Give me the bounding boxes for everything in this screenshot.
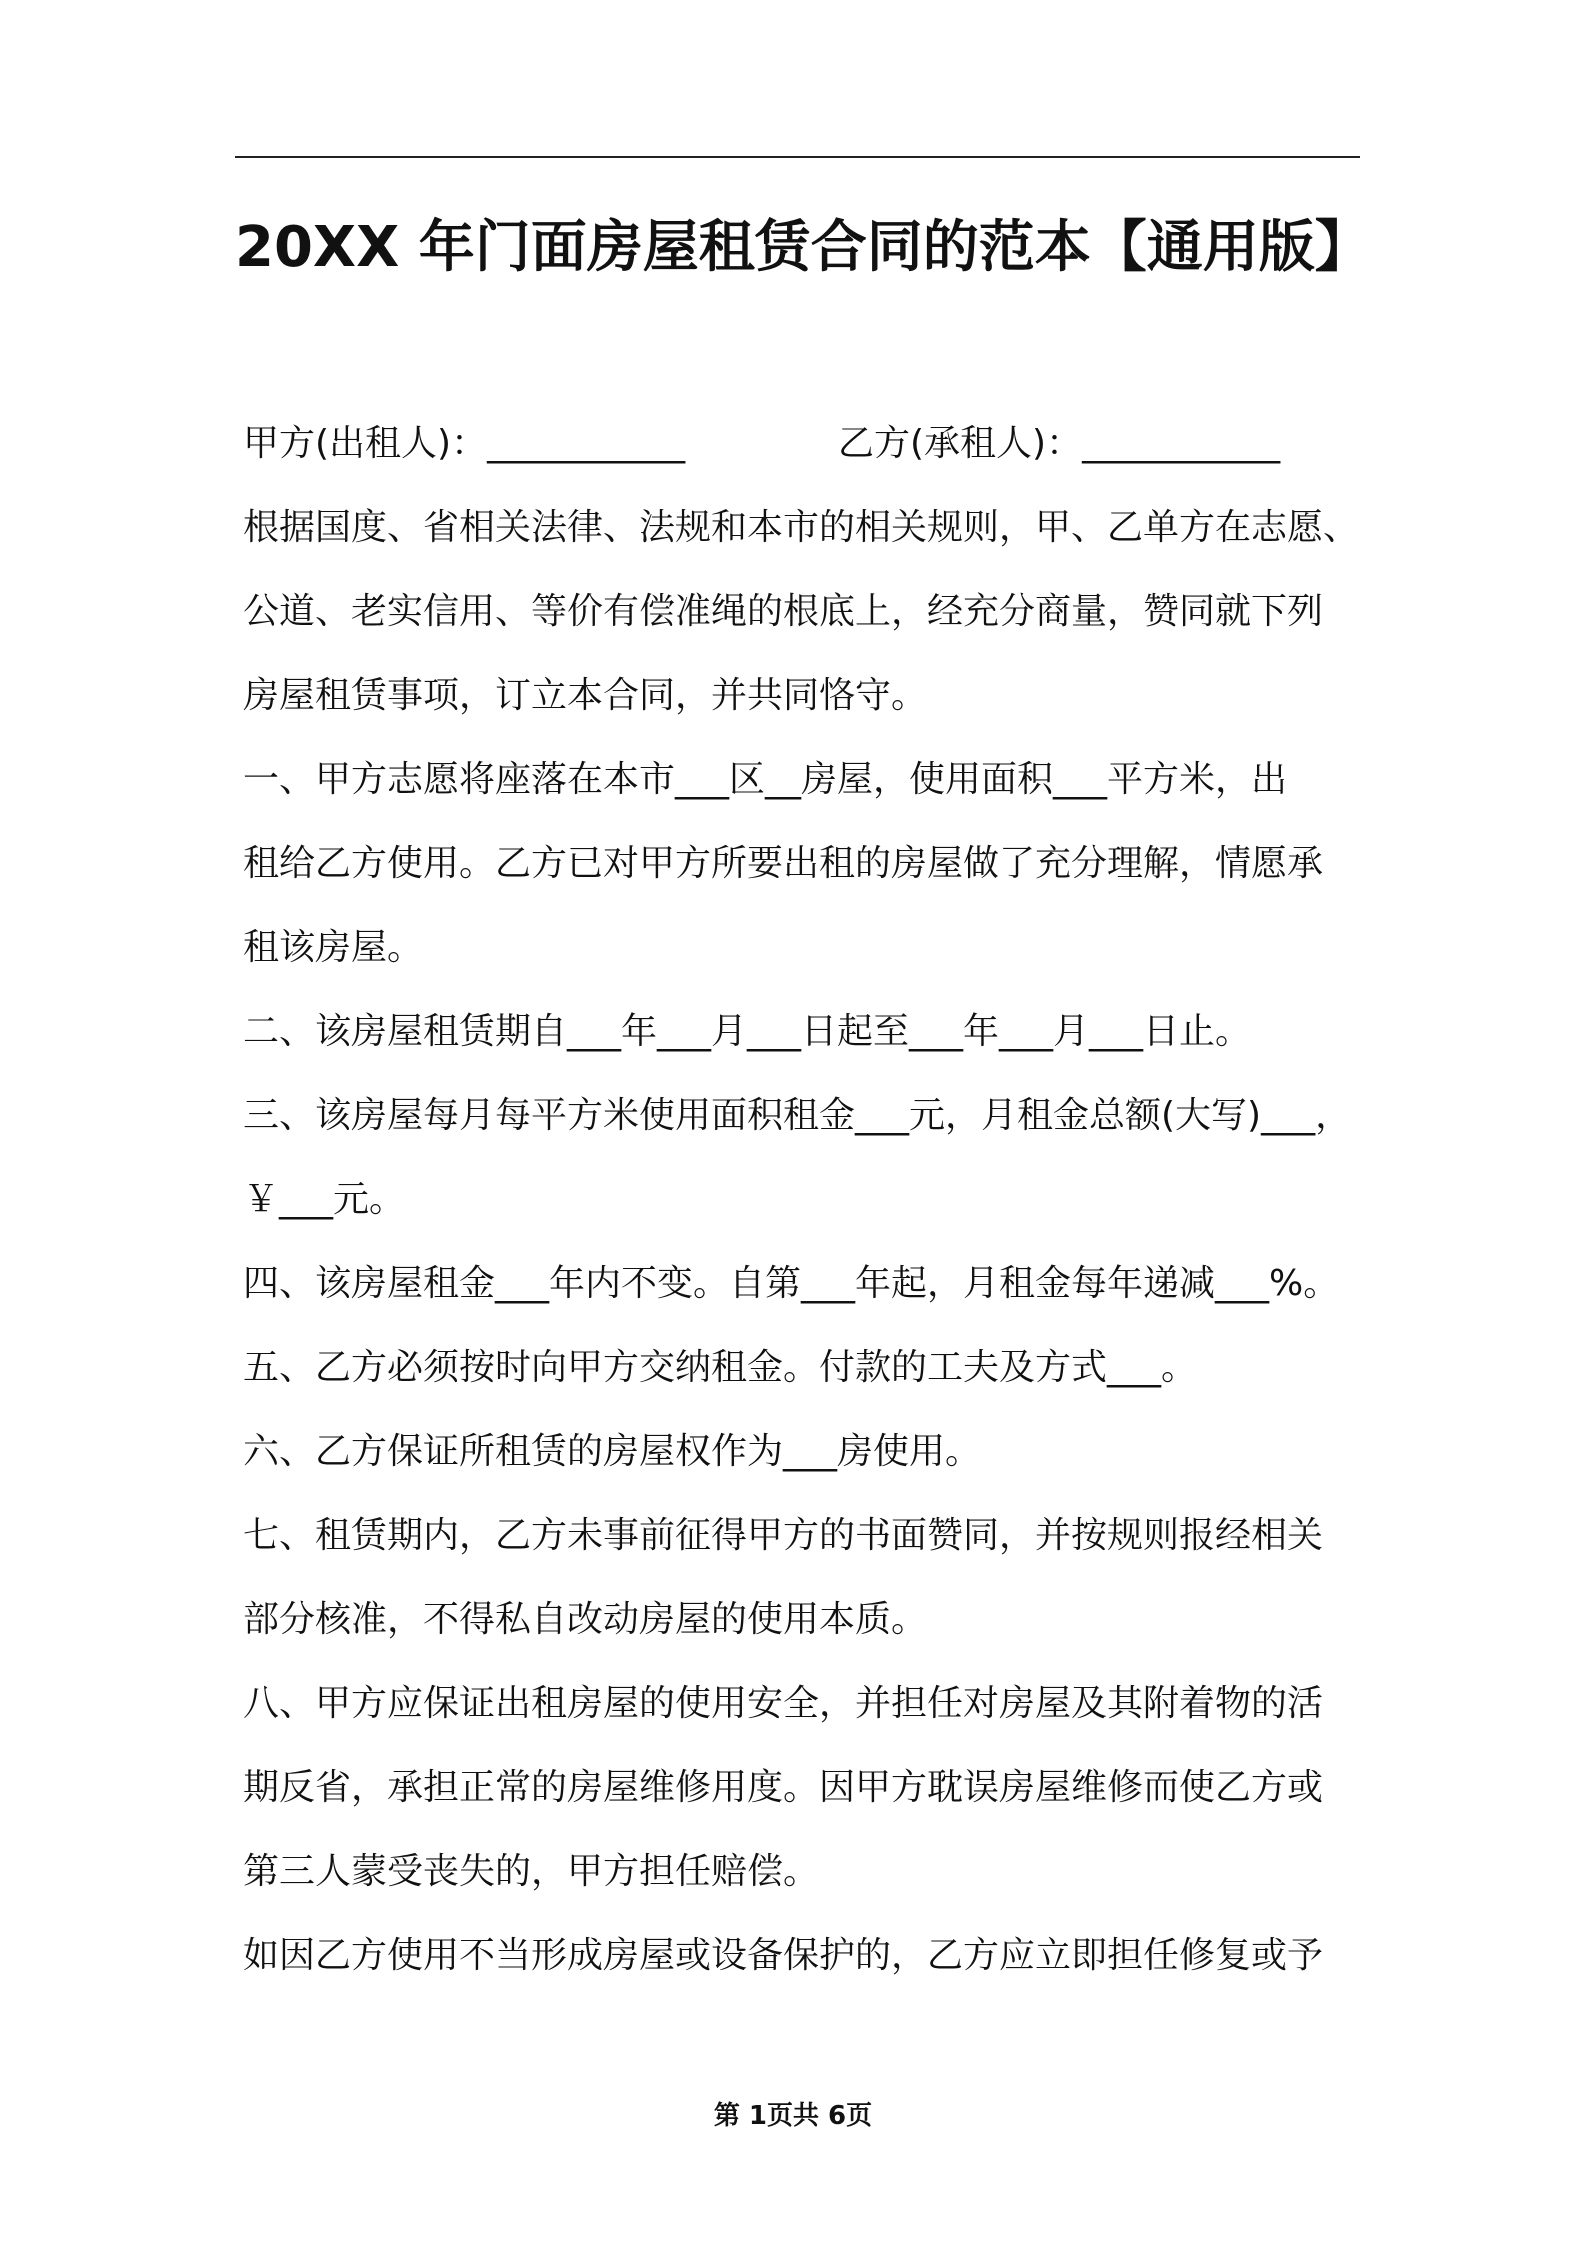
clause-8-line: 八、甲方应保证出租房屋的使用安全，并担任对房屋及其附着物的活	[243, 1683, 1324, 1724]
clause-1-line: 一、甲方志愿将座落在本市___区__房屋，使用面积___平方米，出	[243, 759, 1288, 800]
paragraph-line: 公道、老实信用、等价有偿准绳的根底上，经充分商量，赞同就下列	[243, 591, 1324, 632]
party-line	[243, 402, 1360, 486]
clause-8-line: 期反省，承担正常的房屋维修用度。因甲方耽误房屋维修而使乙方或	[243, 1767, 1324, 1808]
party-b-field: 乙方(承租人)：___________	[838, 423, 1281, 464]
clause-2-line: 二、该房屋租赁期自___年___月___日起至___年___月___日止。	[243, 1011, 1252, 1052]
clause-3-line: 三、该房屋每月每平方米使用面积租金___元，月租金总额(大写)___，	[243, 1095, 1352, 1136]
paragraph-line: 如因乙方使用不当形成房屋或设备保护的，乙方应立即担任修复或予	[243, 1935, 1324, 1976]
clause-3-line: ￥___元。	[243, 1179, 406, 1220]
party-a-field: 甲方(出租人)：___________	[243, 423, 686, 464]
paragraph-line: 房屋租赁事项，订立本合同，并共同恪守。	[243, 675, 928, 716]
clause-7-line: 七、租赁期内，乙方未事前征得甲方的书面赞同，并按规则报经相关	[243, 1515, 1324, 1556]
clause-8-line: 第三人蒙受丧失的，甲方担任赔偿。	[243, 1851, 820, 1892]
clause-4-line: 四、该房屋租金___年内不变。自第___年起，月租金每年递减___%。	[243, 1263, 1340, 1304]
page-number: 第 1页共 6页	[713, 2101, 873, 2131]
clause-1-line: 租给乙方使用。乙方已对甲方所要出租的房屋做了充分理解，情愿承	[243, 843, 1324, 884]
header-rule	[235, 156, 1360, 158]
clause-1-line: 租该房屋。	[243, 927, 424, 968]
document-title: 20XX 年门面房屋租赁合同的范本【通用版】	[235, 215, 1371, 280]
clause-5-line: 五、乙方必须按时向甲方交纳租金。付款的工夫及方式___。	[243, 1347, 1198, 1388]
clause-7-line: 部分核准，不得私自改动房屋的使用本质。	[243, 1599, 928, 1640]
contract-body	[243, 402, 1360, 1998]
clause-6-line: 六、乙方保证所租赁的房屋权作为___房使用。	[243, 1431, 982, 1472]
paragraph-line: 根据国度、省相关法律、法规和本市的相关规则，甲、乙单方在志愿、	[243, 507, 1360, 548]
